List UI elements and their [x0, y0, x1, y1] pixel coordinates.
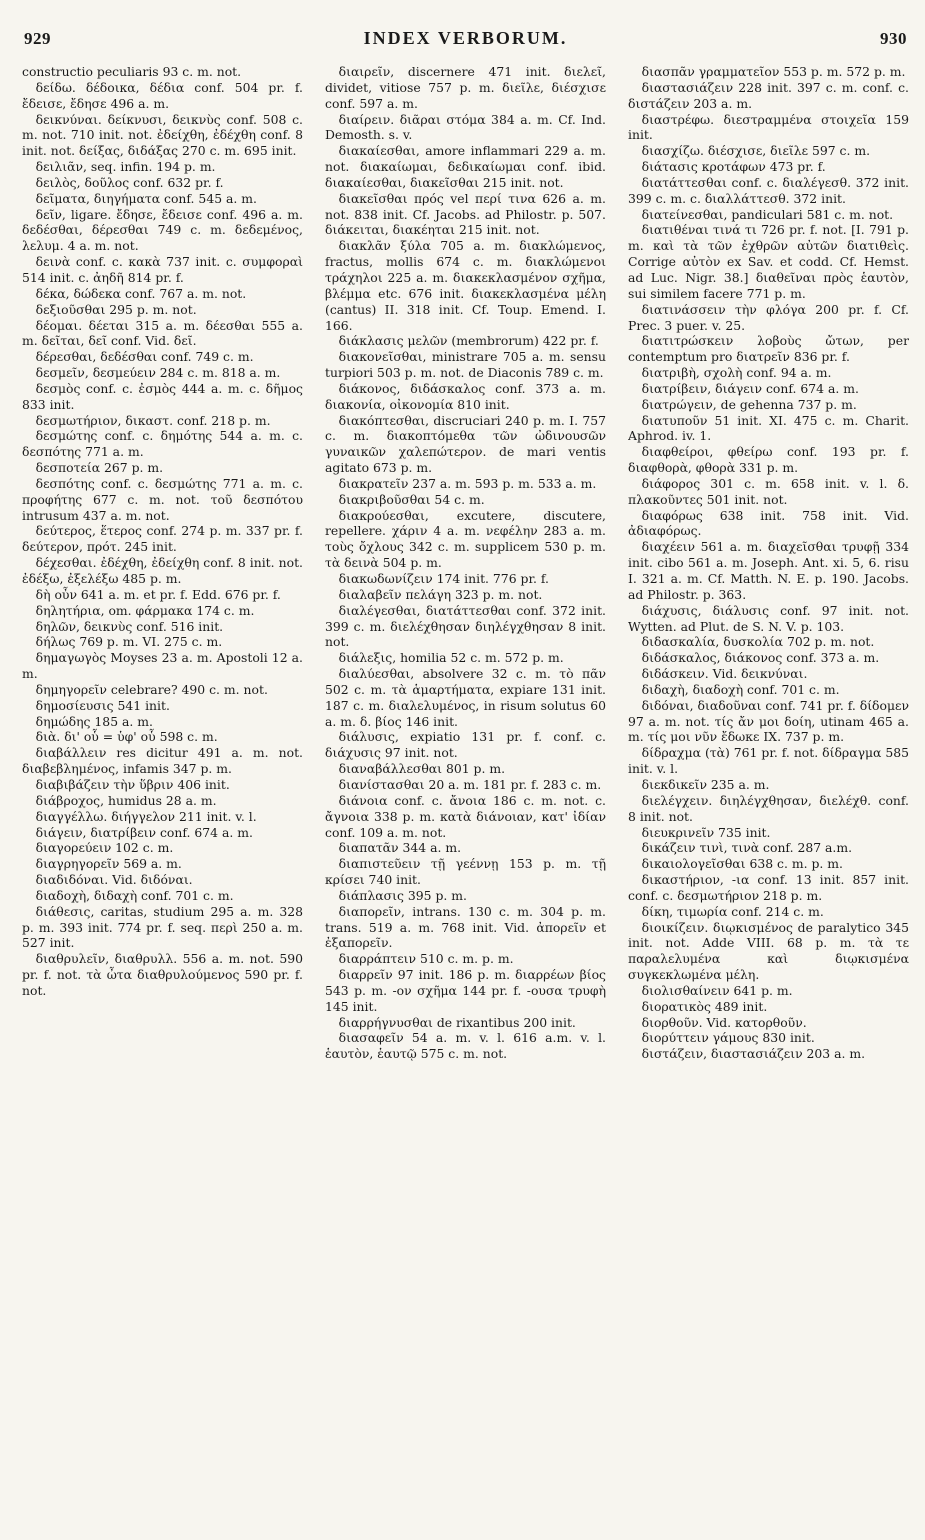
index-entry: δημαγωγὸς Moyses 23 a. m. Apostoli 12 a. m.: [22, 650, 303, 682]
index-entry: διασαφεῖν 54 a. m. v. l. 616 a.m. v. l. ἑαυτὸν, ἑαυτῷ 575 c. m. not.: [325, 1030, 606, 1062]
index-entry: διὰ. δι' οὗ = ὑφ' οὗ 598 c. m.: [35, 729, 218, 745]
index-entry: διαφόρως 638 init. 758 init. Vid. ἀδιαφόρως.: [628, 507, 909, 539]
index-entry: διακεῖσθαι πρός vel περί τινα 626 a. m. not. 838 init. Cf. Jacobs. ad Philostr. p. 507. διάκειται, διακέηται 215 init. not.: [325, 190, 606, 238]
index-entry: διαπιστεῦειν τῇ γεέννῃ 153 p. m. τῇ κρίσει 740 init.: [325, 856, 606, 888]
index-entry: δεινὰ conf. c. κακὰ 737 init. c. συμφοραὶ 514 init. c. ἀηδῆ 814 pr. f.: [22, 254, 303, 285]
index-entry: διελέγχειν. διηλέγχθησαν, διελέχθ. conf. 8 init. not.: [628, 792, 909, 824]
index-entry: διαπορεῖν, intrans. 130 c. m. 304 p. m. trans. 519 a. m. 768 init. Vid. ἀπορεῖν et ἐξαπορεῖν.: [325, 903, 606, 951]
index-entry: διατιθέναι τινά τι 726 pr. f. not. [I. 791 p. m. καὶ τὰ τῶν ἐχθρῶν αὐτῶν διατιθεὶς. Corrige αὐτὸν ex Sav. et codd. Cf. Hemst. ad Luc. Nigr. 38.] διαθεῖναι πρὸς ἑαυτὸν, sui similem facere 771 p. m.: [628, 222, 909, 301]
index-entry: διορατικὸς 489 init.: [641, 998, 768, 1014]
index-entry: διαλαβεῖν πελάγη 323 p. m. not.: [338, 586, 543, 602]
index-entry: διαναβάλλεσθαι 801 p. m.: [338, 761, 506, 777]
index-entry: διακρατεῖν 237 a. m. 593 p. m. 533 a. m.: [338, 475, 597, 491]
index-entry: διαθρυλεῖν, διαθρυλλ. 556 a. m. not. 590 pr. f. not. τὰ ὦτα διαθρυλούμενος 590 pr. f. not.: [22, 951, 303, 998]
index-entry: διαίρειν. διᾶραι στόμα 384 a. m. Cf. Ind. Demosth. s. v.: [325, 111, 606, 143]
index-entry: διαστρέφω. διεστραμμένα στοιχεῖα 159 init.: [628, 111, 909, 143]
index-entry: δεσμώτης conf. c. δημότης 544 a. m. c. δεσπότης 771 a. m.: [22, 428, 303, 460]
index-entry: διάνοια conf. c. ἄνοια 186 c. m. not. c. ἄγνοια 338 p. m. κατὰ διάνοιαν, κατ' ἰδίαν conf. 109 a. m. not.: [325, 792, 606, 840]
index-entry: διαρράπτειν 510 c. m. p. m.: [338, 951, 514, 967]
index-entry: δέομαι. δέεται 315 a. m. δέεσθαι 555 a. m. δεῖται, δεῖ conf. Vid. δεῖ.: [22, 317, 303, 349]
index-entry: διαπατᾶν 344 a. m.: [338, 840, 462, 856]
page-number-left: 929: [24, 29, 51, 48]
index-entry: δεσμωτήριον, δικαστ. conf. 218 p. m.: [35, 412, 271, 428]
index-entry: διατριβὴ, σχολὴ conf. 94 a. m.: [641, 365, 832, 381]
index-entry: διατάττεσθαι conf. c. διαλέγεσθ. 372 init. 399 c. m. c. διαλλάττεσθ. 372 init.: [628, 174, 909, 206]
index-entry: δεξιοῦσθαι 295 p. m. not.: [35, 301, 197, 317]
index-entry: διολισθαίνειν 641 p. m.: [641, 982, 793, 998]
index-columns: [22, 64, 909, 1526]
index-entry: διακλᾶν ξύλα 705 a. m. διακλώμενος, fractus, mollis 674 c. m. διακλώμενοι τράχηλοι 225 a. m. διακεκλασμένον σχῆμα, βλέμμα etc. 676 init. διακεκλασμένα μέλη (cantus) II. 318 init. Cf. Toup. Emend. I. 166.: [325, 238, 606, 333]
index-entry: διαδιδόναι. Vid. διδόναι.: [35, 872, 193, 888]
index-entry: διατρώγειν, de gehenna 737 p. m.: [641, 396, 857, 412]
index-entry: δέχεσθαι. ἐδέχθη, ἐδείχθη conf. 8 init. not. ἐδέξω, ἐξελέξω 485 p. m.: [22, 555, 303, 586]
index-entry: διαγορεύειν 102 c. m.: [35, 840, 174, 856]
index-entry: δεσμὸς conf. c. ἐσμὸς 444 a. m. c. δῆμος 833 init.: [22, 380, 303, 412]
index-entry: διαλέγεσθαι, διατάττεσθαι conf. 372 init. 399 c. m. διελέχθησαν διηλέγχθησαν 8 init. not.: [325, 602, 606, 650]
running-header: [24, 28, 907, 54]
index-entry: διακονεῖσθαι, ministrare 705 a. m. sensu turpiori 503 p. m. not. de Diaconis 789 c. m.: [325, 349, 606, 381]
index-entry: δεικνύναι. δείκνυσι, δεικνὺς conf. 508 c. m. not. 710 init. not. ἐδείχθη, ἐδέχθη conf. 8 init. not. δείξας, διδάξας 270 c. m. 695 init.: [22, 111, 303, 159]
index-column-right: [628, 64, 909, 1526]
index-entry: διασχίζω. διέσχισε, διεῖλε 597 c. m.: [641, 143, 871, 159]
running-title: INDEX VERBORUM.: [363, 28, 568, 48]
index-entry: διαβιβάζειν τὴν ὕβριν 406 init.: [35, 776, 230, 792]
index-entry: διάλεξις, homilia 52 c. m. 572 p. m.: [338, 650, 564, 666]
index-entry: διάτασις κροτάφων 473 pr. f.: [641, 159, 826, 175]
index-entry: δὴ οὖν 641 a. m. et pr. f. Edd. 676 pr. f.: [35, 586, 281, 602]
index-entry: διακρούεσθαι, excutere, discutere, repellere. χάριν 4 a. m. νεφέλην 283 a. m. τοὺς ὄχλους 342 c. m. supplicem 530 p. m. τὰ δεινὰ 504 p. m.: [325, 507, 606, 571]
index-entry: δίκη, τιμωρία conf. 214 c. m.: [641, 903, 824, 919]
index-entry: διευκρινεῖν 735 init.: [641, 824, 771, 840]
index-entry: διδάσκειν. Vid. δεικνύναι.: [641, 666, 808, 682]
index-entry: δειλὸς, δοῦλος conf. 632 pr. f.: [35, 174, 224, 190]
index-entry: διδασκαλία, δυσκολία 702 p. m. not.: [641, 634, 875, 650]
index-entry: διακόπτεσθαι, discruciari 240 p. m. I. 757 c. m. διακοπτόμεθα τῶν ὠδινουσῶν γυναικῶν χαλεπώτερον. de mari ventis agitato 673 p. m.: [325, 412, 606, 476]
index-entry: διακαίεσθαι, amore inflammari 229 a. m. not. διακαίωμαι, δεδικαίωμαι conf. ibid. διακαίεσθαι, διακεῖσθαι 215 init. not.: [325, 143, 606, 190]
index-entry: δημηγορεῖν celebrare? 490 c. m. not.: [35, 681, 268, 697]
index-entry: διαγρηγορεῖν 569 a. m.: [35, 856, 182, 872]
index-entry: δικάζειν τινὶ, τινὰ conf. 287 a.m.: [641, 840, 853, 856]
index-entry: δηλητήρια, om. φάρμακα 174 c. m.: [35, 602, 255, 618]
index-entry: διασπᾶν γραμματεῖον 553 p. m. 572 p. m.: [641, 64, 906, 79]
index-entry: δεύτερος, ἕτερος conf. 274 p. m. 337 pr. f. δεύτερον, πρότ. 245 init.: [22, 523, 303, 555]
index-entry: δημοσίευσις 541 init.: [35, 697, 170, 713]
index-entry: διαχέειν 561 a. m. διαχεῖσθαι τρυφῇ 334 init. cibo 561 a. m. Joseph. Ant. xi. 5, 6. risu I. 321 a. m. Cf. Matth. N. E. p. 190. Jacobs. ad Philostr. p. 363.: [628, 539, 909, 602]
index-entry: διάχυσις, διάλυσις conf. 97 init. not. Wytten. ad Plut. de S. N. V. p. 103.: [628, 602, 909, 634]
index-entry: δήλως 769 p. m. VI. 275 c. m.: [35, 634, 223, 650]
index-entry: δημώδης 185 a. m.: [35, 713, 153, 729]
index-entry: δηλῶν, δεικνὺς conf. 516 init.: [35, 618, 224, 634]
index-entry: διοικίζειν. διῳκισμένος de paralytico 345 init. not. Adde VIII. 68 p. m. τὰ τε παραλελυμένα καὶ διῳκισμένα συγκεκλωμένα μέλη.: [628, 919, 909, 983]
index-column-left: [22, 64, 303, 1526]
index-entry: διαστασιάζειν 228 init. 397 c. m. conf. c. διστάζειν 203 a. m.: [628, 79, 909, 111]
index-entry: διαβάλλειν res dicitur 491 a. m. not. διαβεβλημένος, infamis 347 p. m.: [22, 745, 303, 777]
index-entry: δικαστήριον, -ια conf. 13 init. 857 init. conf. c. δεσμωτήριον 218 p. m.: [628, 872, 909, 903]
index-entry: δεῖματα, διηγήματα conf. 545 a. m.: [35, 190, 257, 206]
index-entry: διακωδωνίζειν 174 init. 776 pr. f.: [338, 571, 549, 586]
index-entry: δεῖν, ligare. ἔδησε, ἔδεισε conf. 496 a. m. δεδέσθαι, δέρεσθαι 749 c. m. δεδεμένος, λελυμ. 4 a. m. not.: [22, 206, 303, 254]
index-entry: διάλυσις, expiatio 131 pr. f. conf. c. διάχυσις 97 init. not.: [325, 729, 606, 761]
index-entry: διατινάσσειν τὴν φλόγα 200 pr. f. Cf. Prec. 3 puer. v. 25.: [628, 301, 909, 333]
index-entry: δέκα, δώδεκα conf. 767 a. m. not.: [35, 285, 247, 301]
page-number-right: 930: [880, 29, 907, 48]
index-entry: διορθοῦν. Vid. κατορθοῦν.: [641, 1014, 807, 1030]
index-entry: constructio peculiaris 93 c. m. not.: [22, 64, 242, 79]
index-entry: διατρίβειν, διάγειν conf. 674 a. m.: [641, 380, 859, 396]
index-entry: διάγειν, διατρίβειν conf. 674 a. m.: [35, 824, 253, 840]
index-entry: διατείνεσθαι, pandiculari 581 c. m. not.: [641, 206, 894, 222]
index-entry: διστάζειν, διαστασιάζειν 203 a. m.: [641, 1046, 866, 1062]
index-entry: δικαιολογεῖσθαι 638 c. m. p. m.: [641, 856, 843, 872]
index-entry: διεκδικεῖν 235 a. m.: [641, 776, 770, 792]
index-entry: διαρρεῖν 97 init. 186 p. m. διαρρέων βίος 543 p. m. -ον σχῆμα 144 pr. f. -ουσα τρυφὴ 145 init.: [325, 967, 606, 1014]
index-entry: διάβροχος, humidus 28 a. m.: [35, 792, 217, 808]
index-entry: δέρεσθαι, δεδέσθαι conf. 749 c. m.: [35, 349, 254, 365]
index-entry: δείδω. δέδοικα, δέδια conf. 504 pr. f. ἔδεισε, ἔδησε 496 a. m.: [22, 79, 303, 111]
index-entry: διάφορος 301 c. m. 658 init. v. l. δ. πλακοῦντες 501 init. not.: [628, 475, 909, 507]
index-entry: διαιρεῖν, discernere 471 init. διελεῖ, dividet, vitiose 757 p. m. διεῖλε, διέσχισε conf. 597 a. m.: [325, 64, 606, 111]
index-entry: δεσμεῖν, δεσμεύειν 284 c. m. 818 a. m.: [35, 365, 281, 381]
index-entry: διακριβοῦσθαι 54 c. m.: [338, 491, 485, 507]
index-entry: διαφθείροι, φθείρω conf. 193 pr. f. διαφθορὰ, φθορὰ 331 p. m.: [628, 444, 909, 476]
index-entry: διανίστασθαι 20 a. m. 181 pr. f. 283 c. m.: [338, 776, 602, 792]
index-entry: διάκονος, διδάσκαλος conf. 373 a. m. διακονία, οἰκονομία 810 init.: [325, 380, 606, 412]
index-entry: διαρρήγνυσθαι de rixantibus 200 init.: [338, 1014, 576, 1030]
index-entry: διαδοχὴ, διδαχὴ conf. 701 c. m.: [35, 887, 234, 903]
index-entry: διαγγέλλω. διήγγελον 211 init. v. l.: [35, 808, 257, 824]
index-entry: διδόναι, διαδοῦναι conf. 741 pr. f. δίδομεν 97 a. m. not. τίς ἄν μοι δοίη, utinam 465 a. m. τίς μοι νῦν ἔδωκε IX. 737 p. m.: [628, 697, 909, 745]
index-entry: διάθεσις, caritas, studium 295 a. m. 328 p. m. 393 init. 774 pr. f. seq. περὶ 250 a. m. 527 init.: [22, 903, 303, 951]
index-entry: διορύττειν γάμους 830 init.: [641, 1030, 815, 1046]
index-entry: διατυποῦν 51 init. XI. 475 c. m. Charit. Aphrod. iv. 1.: [628, 412, 909, 444]
index-entry: διάπλασις 395 p. m.: [338, 887, 467, 903]
index-entry: δεσπότης conf. c. δεσμώτης 771 a. m. c. προφήτης 677 c. m. not. τοῦ δεσπότου intrusum 437 a. m. not.: [22, 475, 303, 523]
index-entry: διδαχὴ, διαδοχὴ conf. 701 c. m.: [641, 681, 840, 697]
index-entry: διαλύεσθαι, absolvere 32 c. m. τὸ πᾶν 502 c. m. τὰ ἁμαρτήματα, expiare 131 init. 187 c. m. διαλελυμένος, in risum solutus 60 a. m. δ. βίος 146 init.: [325, 666, 606, 729]
index-entry: διδάσκαλος, διάκονος conf. 373 a. m.: [641, 650, 880, 666]
index-entry: δίδραχμα (τὰ) 761 pr. f. not. δίδραγμα 585 init. v. l.: [628, 745, 909, 777]
index-column-middle: [325, 64, 606, 1526]
index-entry: δειλιᾶν, seq. infin. 194 p. m.: [35, 159, 216, 175]
index-entry: διατιτρώσκειν λοβοὺς ὤτων, per contemptum pro διατρεῖν 836 pr. f.: [628, 333, 909, 365]
index-entry: διάκλασις μελῶν (membrorum) 422 pr. f.: [338, 333, 599, 349]
index-entry: δεσποτεία 267 p. m.: [35, 460, 164, 476]
